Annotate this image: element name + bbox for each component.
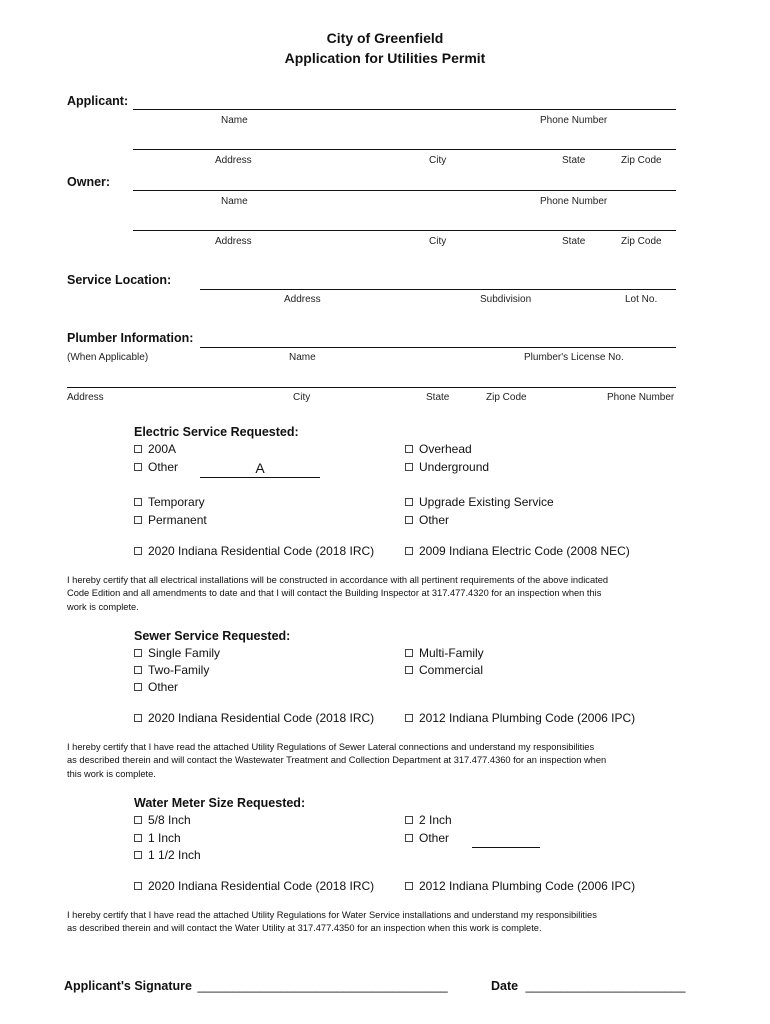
form-subtitle: Application for Utilities Permit	[284, 50, 486, 66]
electric-other-value: A	[255, 460, 265, 476]
service-location-line[interactable]	[200, 289, 676, 290]
water-1inch-option[interactable]: 1 Inch	[134, 831, 181, 845]
checkbox-icon[interactable]	[405, 445, 413, 453]
date-label: Date	[491, 979, 519, 993]
checkbox-icon[interactable]	[405, 649, 413, 657]
owner-zip-caption: Zip Code	[621, 236, 662, 247]
service-address-caption: Address	[284, 294, 321, 305]
water-heading: Water Meter Size Requested:	[134, 796, 306, 810]
plumber-city-caption: City	[293, 392, 311, 403]
applicant-label: Applicant:	[67, 94, 129, 108]
electric-200a-option[interactable]: 200A	[134, 442, 176, 456]
plumber-zip-caption: Zip Code	[486, 392, 527, 403]
sewer-multi-family-option[interactable]: Multi-Family	[405, 646, 484, 660]
date-row	[491, 979, 685, 993]
electric-heading: Electric Service Requested:	[134, 425, 299, 439]
electric-code-nec-option[interactable]: 2009 Indiana Electric Code (2008 NEC)	[405, 544, 630, 558]
owner-address-caption: Address	[215, 236, 252, 247]
plumber-name-caption: Name	[289, 352, 316, 363]
electric-upgrade-option[interactable]: Upgrade Existing Service	[405, 495, 554, 509]
water-code-irc-option[interactable]: 2020 Indiana Residential Code (2018 IRC)	[134, 879, 374, 893]
sewer-single-option[interactable]: Single Family	[134, 646, 220, 660]
applicant-city-caption: City	[429, 155, 447, 166]
applicant-name-caption: Name	[221, 115, 248, 126]
checkbox-icon[interactable]	[134, 516, 142, 524]
electric-code-irc-option[interactable]: 2020 Indiana Residential Code (2018 IRC)	[134, 544, 374, 558]
plumber-address-line[interactable]	[67, 387, 676, 388]
service-location-label: Service Location:	[67, 273, 172, 287]
checkbox-icon[interactable]	[134, 851, 142, 859]
owner-address-line[interactable]	[133, 230, 676, 231]
electric-temporary-option[interactable]: Temporary	[134, 495, 205, 509]
plumber-phone-caption: Phone Number	[607, 392, 675, 403]
checkbox-icon[interactable]	[405, 714, 413, 722]
sewer-code-ipc-option[interactable]: 2012 Indiana Plumbing Code (2006 IPC)	[405, 711, 635, 725]
checkbox-icon[interactable]	[405, 834, 413, 842]
electric-underground-option[interactable]: Underground	[405, 460, 489, 474]
checkbox-icon[interactable]	[134, 683, 142, 691]
water-other-option[interactable]: Other	[405, 831, 449, 845]
signature-field[interactable]: ____________________________________	[197, 979, 448, 993]
sewer-two-family-option[interactable]: Two-Family	[134, 663, 209, 677]
electric-other-option[interactable]: Other	[134, 460, 178, 474]
checkbox-icon[interactable]	[405, 498, 413, 506]
checkbox-icon[interactable]	[134, 714, 142, 722]
electric-other-field[interactable]	[200, 460, 320, 478]
owner-name-line[interactable]	[133, 190, 676, 191]
applicant-address-caption: Address	[215, 155, 252, 166]
checkbox-icon[interactable]	[405, 816, 413, 824]
signature-row	[64, 979, 448, 993]
applicant-zip-caption: Zip Code	[621, 155, 662, 166]
checkbox-icon[interactable]	[405, 463, 413, 471]
checkbox-icon[interactable]	[134, 882, 142, 890]
water-2inch-option[interactable]: 2 Inch	[405, 813, 452, 827]
checkbox-icon[interactable]	[405, 666, 413, 674]
water-other-line[interactable]	[472, 847, 540, 848]
applicant-phone-caption: Phone Number	[540, 115, 608, 126]
service-lot-caption: Lot No.	[625, 294, 658, 305]
checkbox-icon[interactable]	[134, 498, 142, 506]
electric-overhead-option[interactable]: Overhead	[405, 442, 472, 456]
checkbox-icon[interactable]	[134, 445, 142, 453]
owner-label: Owner:	[67, 175, 111, 189]
plumber-address-caption: Address	[67, 392, 104, 403]
checkbox-icon[interactable]	[134, 834, 142, 842]
owner-name-caption: Name	[221, 196, 248, 207]
checkbox-icon[interactable]	[405, 516, 413, 524]
service-subdivision-caption: Subdivision	[480, 294, 532, 305]
plumber-license-caption: Plumber's License No.	[524, 352, 624, 363]
signature-label: Applicant's Signature	[64, 979, 192, 993]
sewer-heading: Sewer Service Requested:	[134, 629, 291, 643]
checkbox-icon[interactable]	[405, 882, 413, 890]
electric-other2-option[interactable]: Other	[405, 513, 449, 527]
checkbox-icon[interactable]	[134, 649, 142, 657]
water-code-ipc-option[interactable]: 2012 Indiana Plumbing Code (2006 IPC)	[405, 879, 635, 893]
checkbox-icon[interactable]	[405, 547, 413, 555]
owner-phone-caption: Phone Number	[540, 196, 608, 207]
owner-state-caption: State	[562, 236, 586, 247]
applicant-state-caption: State	[562, 155, 586, 166]
applicant-address-line[interactable]	[133, 149, 676, 150]
form-title: City of Greenfield	[326, 30, 444, 46]
applicant-name-line[interactable]	[133, 109, 676, 110]
electric-certification: I hereby certify that all electrical installations will be constructed in accordance with all pertinent requirements of the above indicated Code Edition and all amendments to date and that I will contact the Building Inspector at 317.477.4320 for an inspection when this work is complete.	[67, 575, 609, 612]
owner-city-caption: City	[429, 236, 447, 247]
plumber-name-line[interactable]	[200, 347, 676, 348]
electric-permanent-option[interactable]: Permanent	[134, 513, 207, 527]
sewer-code-irc-option[interactable]: 2020 Indiana Residential Code (2018 IRC)	[134, 711, 374, 725]
plumber-label: Plumber Information:	[67, 331, 194, 345]
date-field[interactable]: _______________________	[525, 979, 686, 993]
water-58-option[interactable]: 5/8 Inch	[134, 813, 191, 827]
checkbox-icon[interactable]	[134, 547, 142, 555]
plumber-state-caption: State	[426, 392, 450, 403]
checkbox-icon[interactable]	[134, 666, 142, 674]
plumber-note: (When Applicable)	[67, 352, 149, 363]
checkbox-icon[interactable]	[134, 816, 142, 824]
checkbox-icon[interactable]	[134, 463, 142, 471]
water-certification: I hereby certify that I have read the attached Utility Regulations for Water Service installations and understand my responsibilities as described therein and will contact the Water Utility at 317.477.4350 for an inspection when this work is complete.	[67, 910, 597, 934]
water-112-option[interactable]: 1 1/2 Inch	[134, 848, 201, 862]
sewer-certification: I hereby certify that I have read the attached Utility Regulations of Sewer Lateral connections and understand my responsibilities as described therein and will contact the Wastewater Treatment and Collection Department at 317.477.4360 for an inspection when this work is complete.	[67, 742, 607, 779]
sewer-other-option[interactable]: Other	[134, 680, 178, 694]
sewer-commercial-option[interactable]: Commercial	[405, 663, 483, 677]
